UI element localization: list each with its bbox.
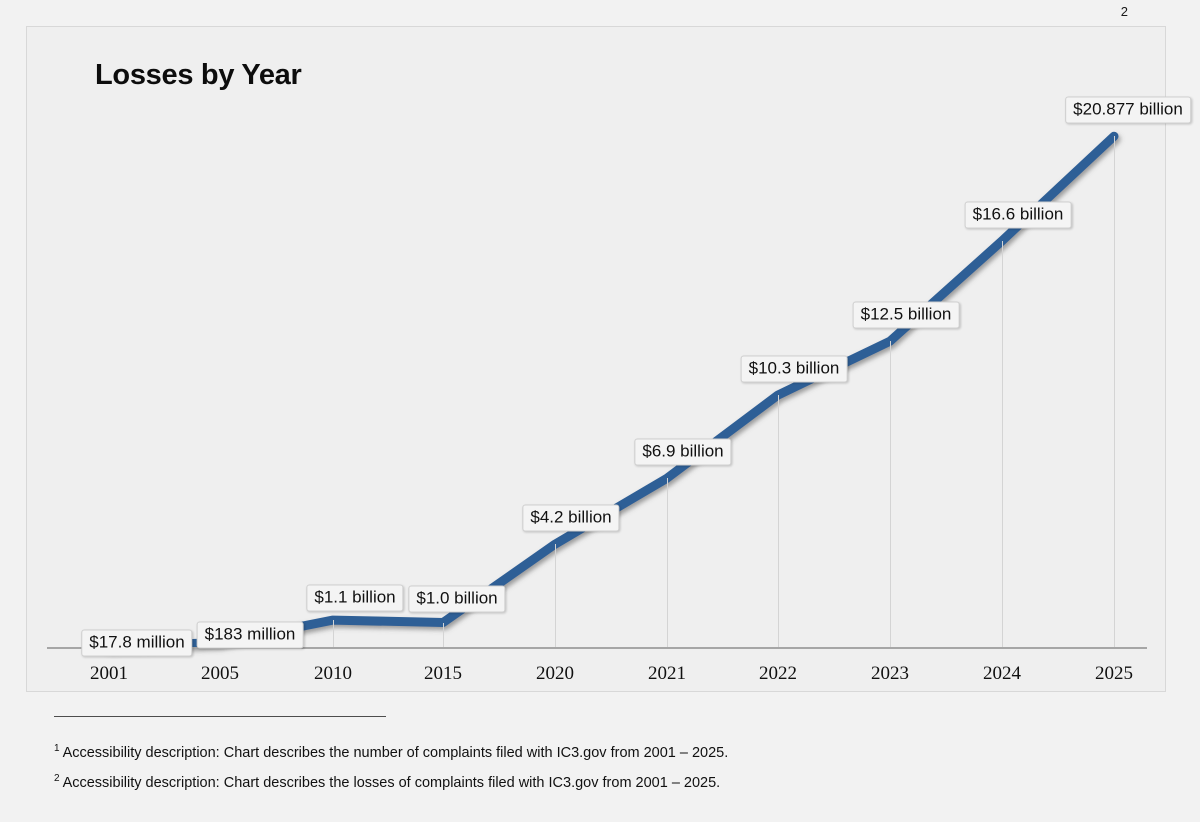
data-label-2021: $6.9 billion (634, 439, 731, 466)
footnote-2 (54, 766, 1154, 796)
footnote-1-marker: 1 (54, 743, 60, 754)
line-series (27, 27, 1167, 693)
x-tick-2021: 2021 (648, 663, 686, 684)
gridline (890, 341, 891, 647)
x-tick-2005: 2005 (201, 663, 239, 684)
x-tick-2010: 2010 (314, 663, 352, 684)
gridline (555, 544, 556, 647)
footnote-2-text: Accessibility description: Chart describes the losses of complaints filed with IC3.gov from 2001 – 2025. (62, 774, 721, 791)
footnote-2-marker: 2 (54, 772, 60, 784)
x-tick-2015: 2015 (424, 663, 462, 684)
x-tick-2001: 2001 (90, 663, 128, 684)
page-number: 2 (1120, 4, 1128, 19)
data-label-2024: $16.6 billion (965, 201, 1072, 228)
footnote-divider (54, 716, 386, 717)
x-tick-2024: 2024 (983, 663, 1021, 684)
footnote-1 (54, 736, 1154, 766)
data-label-2015: $1.0 billion (408, 585, 505, 612)
footnotes (54, 736, 1154, 796)
data-label-2020: $4.2 billion (522, 505, 619, 532)
chart-plot-area (27, 27, 1183, 693)
chart-card (26, 26, 1183, 692)
footnote-1-text: Accessibility description: Chart describes the number of complaints filed with IC3.gov from 2001 – 2025. (62, 744, 729, 761)
x-tick-2022: 2022 (759, 663, 797, 684)
gridline (333, 620, 334, 647)
x-tick-2025: 2025 (1095, 663, 1133, 684)
data-label-2022: $10.3 billion (741, 356, 848, 383)
gridline (778, 395, 779, 647)
data-label-2010: $1.1 billion (306, 585, 403, 612)
data-label-2023: $12.5 billion (853, 302, 960, 329)
data-label-2005: $183 million (197, 621, 304, 648)
gridline (667, 478, 668, 647)
data-label-2001: $17.8 million (81, 629, 192, 656)
gridline (1114, 136, 1115, 647)
x-tick-2020: 2020 (536, 663, 574, 684)
chart-title: Losses by Year (95, 59, 302, 91)
gridline (443, 623, 444, 647)
x-tick-2023: 2023 (871, 663, 909, 684)
data-label-2025: $20.877 billion (1065, 97, 1191, 124)
gridline (1002, 241, 1003, 647)
